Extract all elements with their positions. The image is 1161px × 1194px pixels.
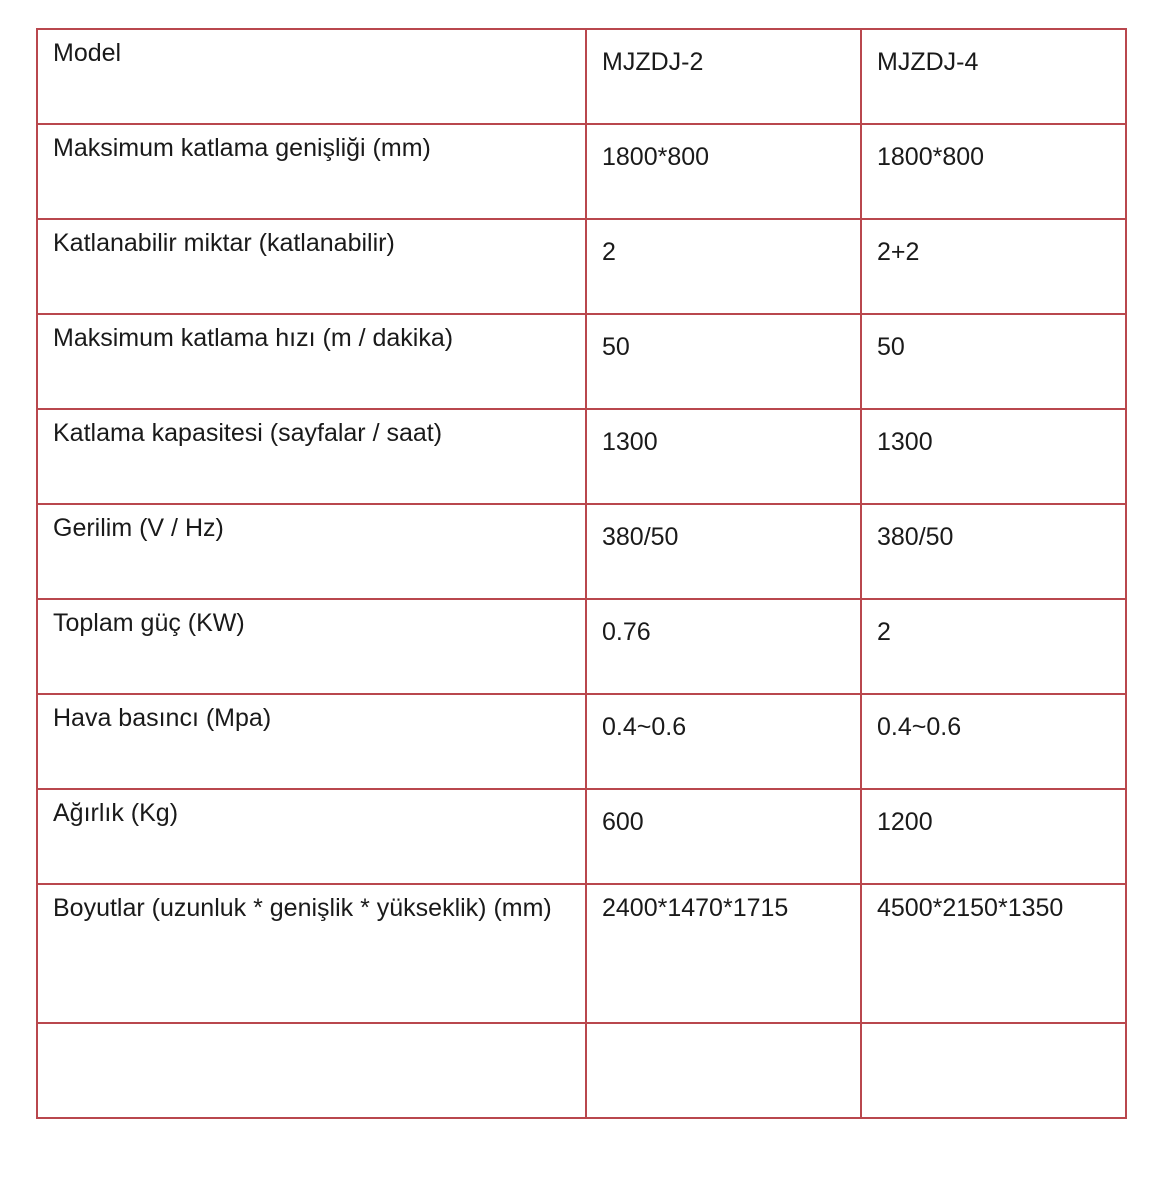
row-value-b: 1200	[877, 808, 933, 836]
row-label-cell	[37, 314, 586, 409]
table-row	[37, 409, 1126, 504]
header-model-b: MJZDJ-4	[877, 48, 979, 76]
row-value-a: 380/50	[602, 523, 679, 551]
row-value-a: 2400*1470*1715	[602, 894, 789, 922]
row-label: Maksimum katlama genişliği (mm)	[53, 134, 431, 162]
empty-cell	[861, 1023, 1126, 1118]
table-row	[37, 219, 1126, 314]
row-value-a: 0.76	[602, 618, 651, 646]
row-value-a-cell	[586, 694, 861, 789]
table-row	[37, 789, 1126, 884]
row-value-b-cell	[861, 599, 1126, 694]
row-value-b-cell	[861, 694, 1126, 789]
row-label: Katlanabilir miktar (katlanabilir)	[53, 229, 395, 257]
row-value-a-cell	[586, 314, 861, 409]
header-model-b-cell	[861, 29, 1126, 124]
row-value-b-cell	[861, 884, 1126, 1023]
row-value-b: 4500*2150*1350	[877, 894, 1064, 922]
row-value-a: 50	[602, 333, 630, 361]
row-value-b: 2+2	[877, 238, 920, 266]
empty-cell	[37, 1023, 586, 1118]
table-row-header	[37, 29, 1126, 124]
empty-cell	[586, 1023, 861, 1118]
row-label-cell	[37, 504, 586, 599]
row-value-b-cell	[861, 219, 1126, 314]
header-label-cell	[37, 29, 586, 124]
row-label: Ağırlık (Kg)	[53, 799, 179, 827]
row-value-b-cell	[861, 504, 1126, 599]
row-value-b: 380/50	[877, 523, 954, 551]
table-row	[37, 694, 1126, 789]
table-row-empty	[37, 1023, 1126, 1118]
row-value-a: 2	[602, 238, 616, 266]
row-label-cell	[37, 789, 586, 884]
row-value-b: 50	[877, 333, 905, 361]
table-row	[37, 884, 1126, 1023]
row-label: Katlama kapasitesi (sayfalar / saat)	[53, 419, 443, 447]
row-value-b-cell	[861, 124, 1126, 219]
row-value-a: 600	[602, 808, 644, 836]
row-value-a-cell	[586, 789, 861, 884]
row-value-b-cell	[861, 409, 1126, 504]
row-label: Hava basıncı (Mpa)	[53, 704, 272, 732]
row-label-cell	[37, 124, 586, 219]
row-value-a: 1800*800	[602, 143, 710, 171]
row-label: Gerilim (V / Hz)	[53, 514, 224, 542]
header-model-a-cell	[586, 29, 861, 124]
row-value-a: 0.4~0.6	[602, 713, 687, 741]
row-value-a-cell	[586, 219, 861, 314]
row-value-a-cell	[586, 599, 861, 694]
row-label-cell	[37, 219, 586, 314]
row-value-b: 1800*800	[877, 143, 985, 171]
row-value-a-cell	[586, 409, 861, 504]
row-value-b: 2	[877, 618, 891, 646]
header-label: Model	[53, 39, 122, 67]
row-value-b-cell	[861, 789, 1126, 884]
row-value-a: 1300	[602, 428, 658, 456]
row-label-cell	[37, 409, 586, 504]
row-value-b-cell	[861, 314, 1126, 409]
row-label: Toplam güç (KW)	[53, 609, 245, 637]
row-label-cell	[37, 694, 586, 789]
row-label-cell	[37, 599, 586, 694]
row-label-cell	[37, 884, 586, 1023]
table-row	[37, 124, 1126, 219]
row-value-a-cell	[586, 884, 861, 1023]
row-label: Maksimum katlama hızı (m / dakika)	[53, 324, 454, 352]
table-row	[37, 314, 1126, 409]
row-value-b: 0.4~0.6	[877, 713, 962, 741]
table-row	[37, 504, 1126, 599]
row-value-a-cell	[586, 504, 861, 599]
row-value-a-cell	[586, 124, 861, 219]
spec-table	[36, 28, 1127, 1119]
header-model-a: MJZDJ-2	[602, 48, 704, 76]
row-value-b: 1300	[877, 428, 933, 456]
row-label: Boyutlar (uzunluk * genişlik * yükseklik) (mm)	[53, 894, 552, 922]
table-row	[37, 599, 1126, 694]
